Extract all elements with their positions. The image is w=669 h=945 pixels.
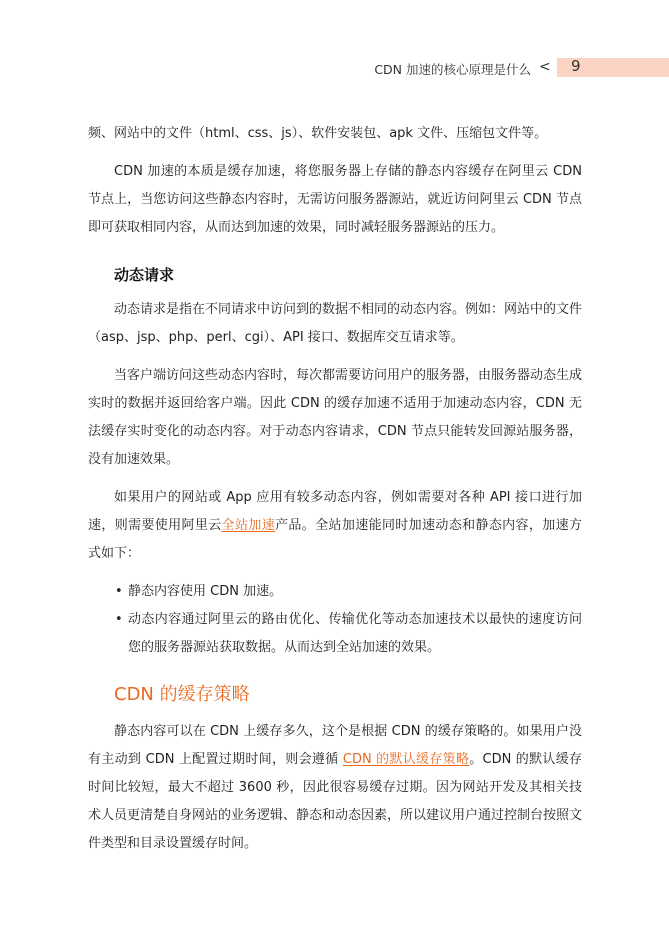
acceleration-method-list	[88, 578, 582, 662]
bullet-icon: •	[115, 612, 123, 627]
list-item-text: 静态内容使用 CDN 加速。	[128, 584, 283, 599]
page-number-tab	[557, 58, 669, 77]
bullet-icon: •	[115, 584, 123, 599]
paragraph-dynamic-behavior: 当客户端访问这些动态内容时，每次都需要访问用户的服务器，由服务器动态生成实时的数据并返回给客户端。因此 CDN 的缓存加速不适用于加速动态内容，CDN 无法缓存实时变化的动态内容。对于动态内容请求，CDN 节点只能转发回源站服务器，没有加速效果。	[88, 368, 583, 467]
page-number: 9	[571, 57, 581, 75]
chevron-left-icon: <	[539, 59, 551, 75]
text-segment: 静态内容可以在 CDN 上缓存多久，这个是根据 CDN 的缓存策略的。如果用户没有主动到 CDN 上配置过期时间，则会遵循	[88, 724, 582, 767]
text-segment: 产品。全站加速能同时加速动态和静态内容，加速方式如下：	[88, 518, 582, 561]
text-segment: 如果用户的网站或 App 应用有较多动态内容，例如需要对各种 API 接口进行加速，则需要使用阿里云	[88, 490, 582, 533]
list-item-text: 动态内容通过阿里云的路由优化、传输优化等动态加速技术以最快的速度访问您的服务器源站获取数据。从而达到全站加速的效果。	[128, 612, 582, 655]
list-item	[88, 578, 582, 606]
page-header	[0, 58, 669, 80]
running-header-title: CDN 加速的核心原理是什么	[374, 62, 531, 77]
link-default-cache-policy[interactable]: CDN 的默认缓存策略	[342, 752, 470, 767]
link-full-site-acceleration[interactable]: 全站加速	[221, 518, 276, 533]
text-segment: 。CDN 的默认缓存时间比较短，最大不超过 3600 秒，因此很容易缓存过期。因为网站开发及其相关技术人员更清楚自身网站的业务逻辑、静态和动态因素，所以建议用户通过控制台按照文件类型和目录设置缓存时间。	[88, 752, 583, 851]
paragraph-continued: 频、网站中的文件（html、css、js）、软件安装包、apk 文件、压缩包文件等。	[88, 126, 548, 141]
paragraph-dynamic-definition: 动态请求是指在不同请求中访问到的数据不相同的动态内容。例如：网站中的文件（asp、jsp、php、perl、cgi）、API 接口、数据库交互请求等。	[88, 302, 583, 345]
heading-dynamic-requests: 动态请求	[114, 266, 175, 284]
heading-cdn-cache-policy: CDN 的缓存策略	[114, 684, 250, 705]
paragraph-cache-policy	[88, 718, 582, 858]
paragraph-cache-essence: CDN 加速的本质是缓存加速，将您服务器上存储的静态内容缓存在阿里云 CDN 节点上，当您访问这些静态内容时，无需访问服务器源站，就近访问阿里云 CDN 节点即可获取相同内容，从而达到加速的效果，同时减轻服务器源站的压力。	[88, 164, 582, 235]
page-body	[88, 120, 582, 868]
list-item	[88, 606, 582, 662]
paragraph-full-site-acceleration	[88, 484, 582, 568]
